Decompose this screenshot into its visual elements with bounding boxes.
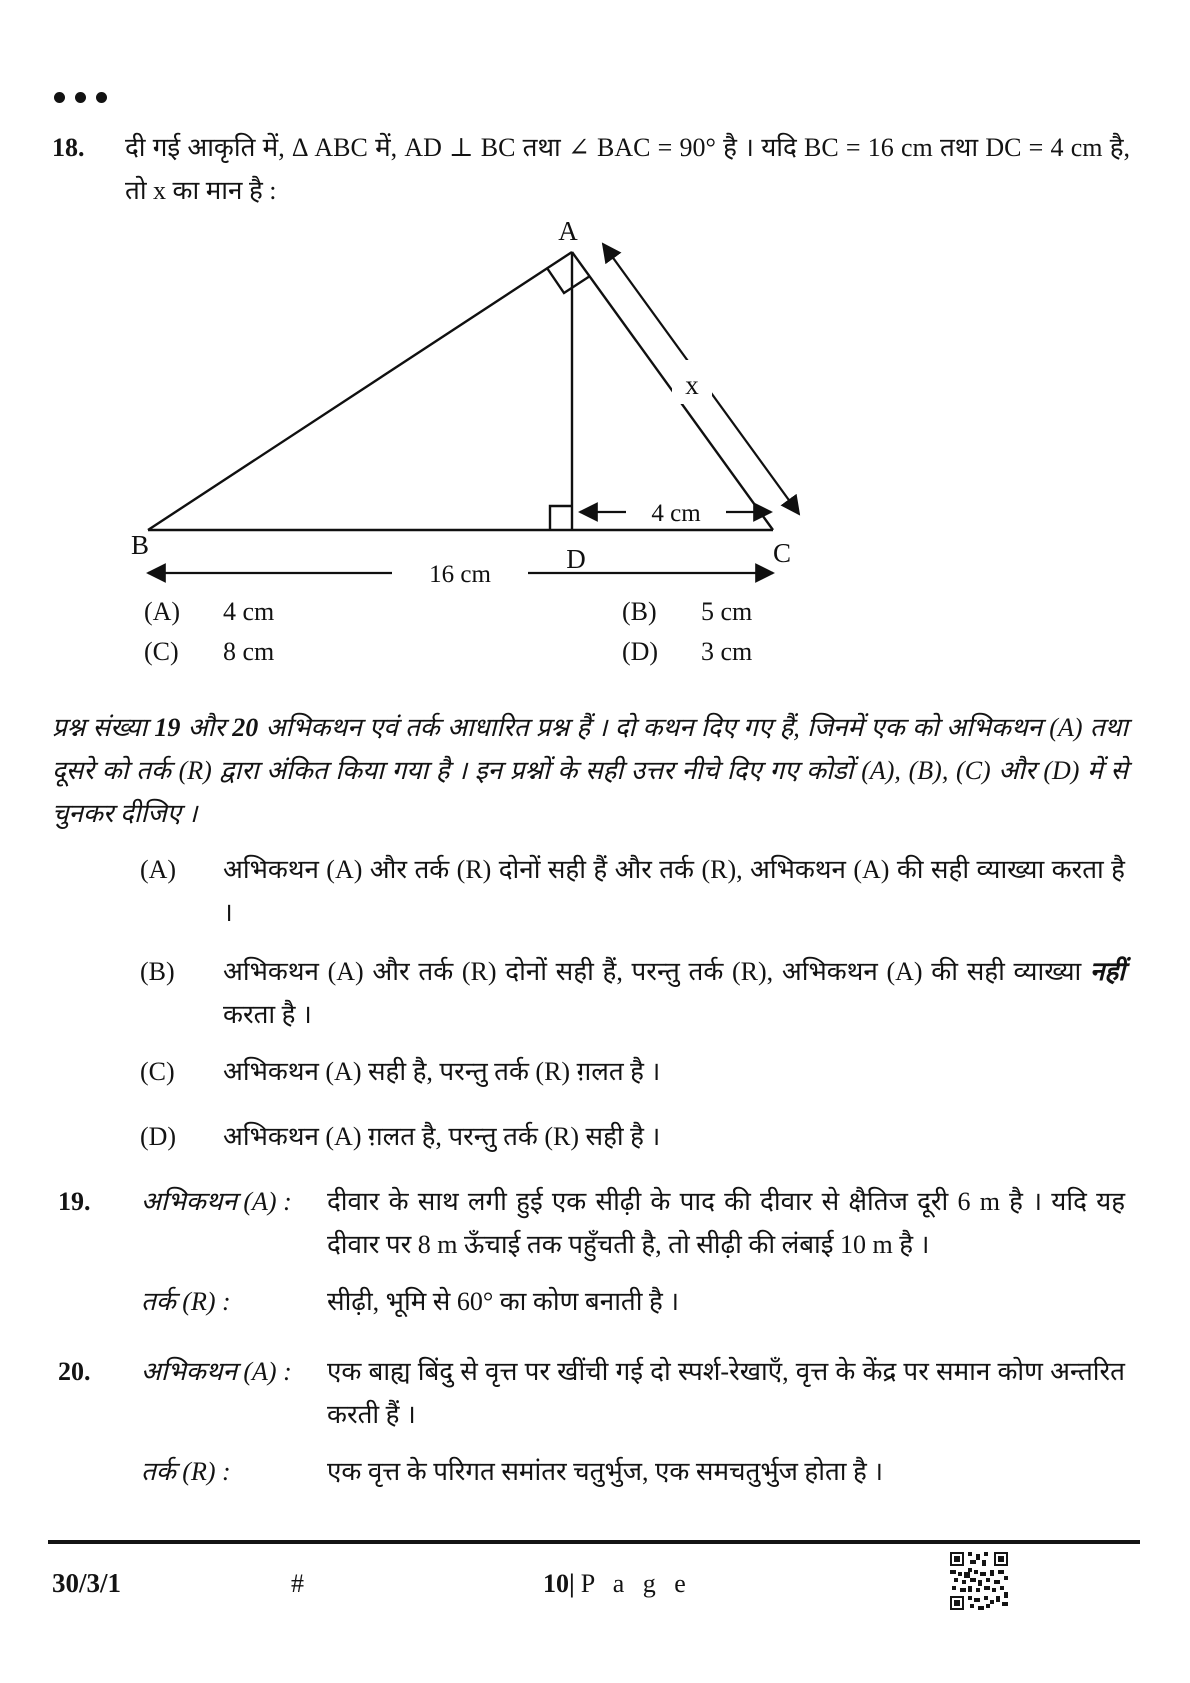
triangle-figure — [130, 210, 810, 595]
option-a-label: (A) — [144, 597, 181, 626]
question-20 — [58, 1350, 1128, 1493]
qr-code — [950, 1552, 1008, 1610]
option-b-value: 5 cm — [701, 597, 753, 626]
code-b-label: (B) — [140, 957, 175, 986]
footer-hash: # — [291, 1569, 304, 1598]
page-number: 10| — [543, 1569, 575, 1598]
dot-icon — [96, 92, 107, 103]
ellipsis-dots-icon — [54, 92, 107, 103]
vertex-c-label: C — [772, 538, 792, 568]
footer-divider — [48, 1540, 1140, 1544]
right-angle-mark-a — [547, 268, 590, 293]
code-option-a — [140, 848, 1128, 934]
instruction-q20-ref: 20 — [232, 713, 259, 742]
x-length-label: x — [685, 370, 699, 400]
option-c-value: 8 cm — [223, 637, 275, 666]
question-20-reason-label: तर्क (R) : — [141, 1457, 231, 1486]
question-19-reason-text: सीढ़ी, भूमि से 60° का कोण बनाती है । — [327, 1287, 680, 1316]
question-18 — [52, 126, 1130, 212]
dc-length-label: 4 cm — [651, 500, 701, 527]
question-20-number: 20. — [58, 1357, 91, 1386]
instruction-text: अभिकथन एवं तर्क आधारित प्रश्न हैं । दो कथन दिए गए हैं, जिनमें एक को अभिकथन (A) तथा दूसरे को तर्क (R) द्वारा अंकित किया गया है । इन प्रश्नों के सही उत्तर नीचे दिए गए कोडों (A), (B), (C) और (D) में से चुनकर दीजिए । — [52, 713, 1128, 828]
question-20-assertion-label: अभिकथन (A) : — [141, 1357, 292, 1386]
option-d-value: 3 cm — [701, 637, 753, 666]
question-18-number: 18. — [52, 133, 85, 162]
code-option-d — [140, 1115, 1128, 1158]
code-d-text: अभिकथन (A) ग़लत है, परन्तु तर्क (R) सही है । — [223, 1122, 661, 1151]
right-angle-mark-d — [550, 506, 572, 530]
code-b-text — [223, 950, 1125, 1036]
question-18-text: दी गई आकृति में, Δ ABC में, AD ⊥ BC तथा ∠ BAC = 90° है । यदि BC = 16 cm तथा DC = 4 cm है, तो x का मान है : — [125, 133, 1130, 205]
bc-length-label: 16 cm — [429, 561, 491, 588]
instruction-text: और — [180, 713, 233, 742]
instruction-text: प्रश्न संख्या — [52, 713, 155, 742]
code-b-text-prefix: अभिकथन (A) और तर्क (R) दोनों सही हैं, परन्तु तर्क (R), अभिकथन (A) की सही व्याख्या — [223, 957, 1091, 986]
question-19-number: 19. — [58, 1187, 91, 1216]
paper-code: 30/3/1 — [52, 1568, 122, 1598]
spacer — [58, 1266, 1125, 1280]
assertion-reason-instruction — [52, 706, 1128, 835]
question-20-reason-text: एक वृत्त के परिगत समांतर चतुर्भुज, एक समचतुर्भुज होता है । — [327, 1457, 884, 1486]
question-19-assertion-text: दीवार के साथ लगी हुई एक सीढ़ी के पाद की दीवार से क्षैतिज दूरी 6 m है । यदि यह दीवार पर 8 m ऊँचाई तक पहुँचती है, तो सीढ़ी की लंबाई 10 m है । — [327, 1187, 1125, 1259]
instruction-q19-ref: 19 — [154, 713, 181, 742]
question-20-assertion-text: एक बाह्य बिंदु से वृत्त पर खींची गई दो स्पर्श-रेखाएँ, वृत्त के केंद्र पर समान कोण अन्तरित करती हैं । — [327, 1357, 1125, 1429]
code-c-text: अभिकथन (A) सही है, परन्तु तर्क (R) ग़लत है । — [223, 1057, 661, 1086]
option-c-label: (C) — [144, 637, 179, 666]
code-a-text: अभिकथन (A) और तर्क (R) दोनों सही हैं और तर्क (R), अभिकथन (A) की सही व्याख्या करता है । — [223, 855, 1125, 927]
code-c-label: (C) — [140, 1057, 175, 1086]
question-19-assertion-label: अभिकथन (A) : — [141, 1187, 292, 1216]
code-option-b — [140, 950, 1128, 1036]
code-option-c — [140, 1050, 1128, 1093]
assertion-reason-codes — [140, 848, 1128, 1158]
question-18-options — [144, 592, 1134, 672]
dot-icon — [54, 92, 65, 103]
vertex-b-label: B — [130, 530, 150, 560]
empty-cell — [58, 1450, 141, 1493]
code-b-text-suffix: करता है । — [223, 1000, 312, 1029]
empty-cell — [58, 1280, 141, 1323]
question-19-reason-label: तर्क (R) : — [141, 1287, 231, 1316]
code-d-label: (D) — [140, 1122, 177, 1151]
option-b-label: (B) — [622, 597, 657, 626]
option-d-label: (D) — [622, 637, 659, 666]
triangle-abc-diagram — [130, 210, 810, 595]
question-19 — [58, 1180, 1128, 1323]
option-a-value: 4 cm — [223, 597, 275, 626]
code-b-text-emphasis: नहीं — [1090, 957, 1125, 986]
dot-icon — [75, 92, 86, 103]
side-ab — [148, 252, 572, 530]
vertex-d-label: D — [566, 544, 586, 574]
code-a-label: (A) — [140, 855, 177, 884]
page-word: P a g e — [580, 1569, 692, 1598]
page-indicator — [543, 1562, 692, 1605]
vertex-a-label: A — [558, 216, 578, 246]
spacer — [58, 1436, 1125, 1450]
